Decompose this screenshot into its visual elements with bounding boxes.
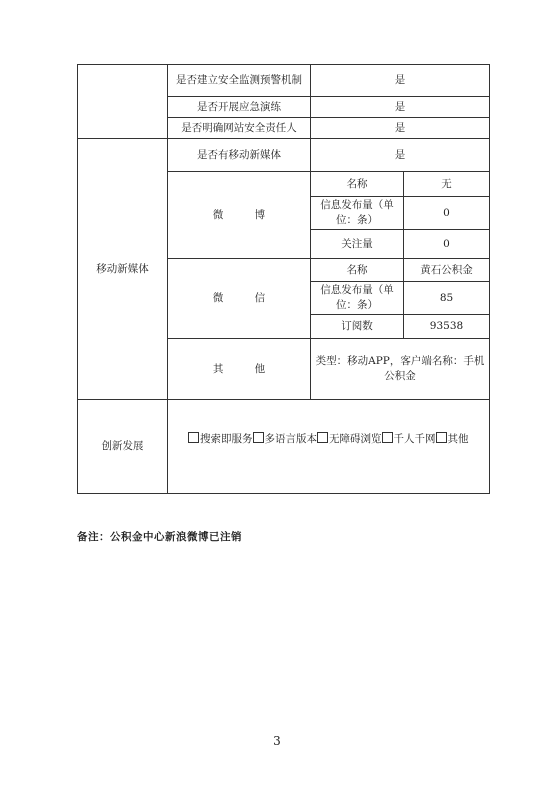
report-table (77, 64, 490, 494)
checkbox-personalized[interactable] (382, 433, 436, 445)
row-value: 是 (311, 97, 490, 118)
sub-label: 信息发布量（单位：条） (311, 282, 404, 315)
other-value: 类型：移动APP，客户端名称：手机公积金 (311, 339, 490, 400)
checkbox-other[interactable] (436, 433, 469, 445)
sub-value: 黄石公积金 (404, 259, 490, 282)
sub-value: 无 (404, 172, 490, 197)
row-value: 是 (311, 139, 490, 172)
sub-label: 信息发布量（单位：条） (311, 197, 404, 230)
page-number: 3 (273, 734, 281, 748)
option-label: 其他 (447, 433, 469, 445)
sub-value: 85 (404, 282, 490, 315)
weibo-label: 微 博 (168, 172, 311, 259)
table-row (78, 139, 490, 172)
sub-value: 93538 (404, 315, 490, 339)
checkbox-icon (188, 432, 199, 443)
option-label: 搜索即服务 (200, 433, 253, 445)
sub-label: 关注量 (311, 230, 404, 259)
checkbox-search-service[interactable] (188, 433, 253, 445)
wechat-label: 微 信 (168, 259, 311, 339)
row-label: 是否建立安全监测预警机制 (168, 65, 311, 97)
sub-label: 订阅数 (311, 315, 404, 339)
sub-value: 0 (404, 230, 490, 259)
row-label: 是否开展应急演练 (168, 97, 311, 118)
remark-note: 备注：公积金中心新浪微博已注销 (77, 531, 242, 543)
table-row (78, 400, 490, 494)
sub-label: 名称 (311, 259, 404, 282)
blank-cell (78, 65, 168, 139)
checkbox-icon (317, 432, 328, 443)
checkbox-accessibility[interactable] (317, 433, 382, 445)
sub-label: 名称 (311, 172, 404, 197)
other-label: 其 他 (168, 339, 311, 400)
innovation-options (168, 400, 490, 494)
option-label: 千人千网 (393, 433, 436, 445)
section-label-mobile-media: 移动新媒体 (78, 139, 168, 400)
table-row (78, 65, 490, 97)
checkbox-icon (253, 432, 264, 443)
sub-value: 0 (404, 197, 490, 230)
option-label: 多语言版本 (264, 433, 317, 445)
innovation-label: 创新发展 (78, 400, 168, 494)
row-label: 是否有移动新媒体 (168, 139, 311, 172)
checkbox-icon (382, 432, 393, 443)
checkbox-icon (436, 432, 447, 443)
checkbox-multilingual[interactable] (253, 433, 318, 445)
row-value: 是 (311, 118, 490, 139)
row-label: 是否明确网站安全责任人 (168, 118, 311, 139)
row-value: 是 (311, 65, 490, 97)
option-label: 无障碍浏览 (329, 433, 382, 445)
